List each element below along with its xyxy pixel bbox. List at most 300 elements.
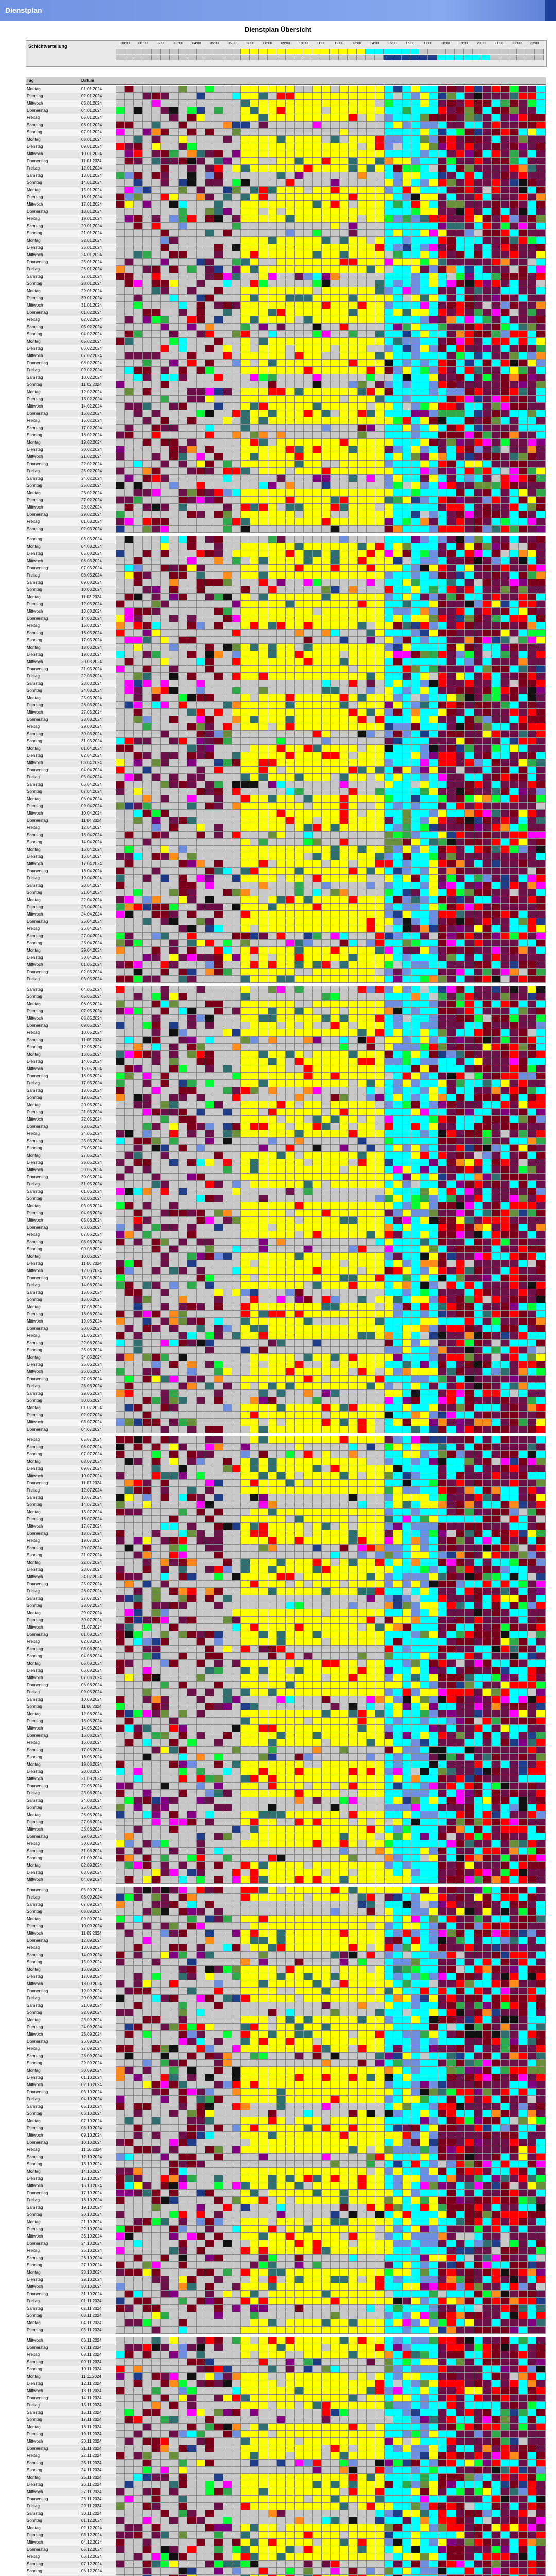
- shift-cell[interactable]: [510, 594, 518, 601]
- shift-cell[interactable]: [358, 565, 367, 572]
- shift-cell[interactable]: [536, 504, 545, 511]
- shift-cell[interactable]: [420, 557, 429, 565]
- shift-cell[interactable]: [447, 550, 456, 557]
- shift-cell[interactable]: [465, 309, 474, 316]
- shift-cell[interactable]: [447, 518, 456, 526]
- shift-cell[interactable]: [385, 543, 393, 550]
- shift-cell[interactable]: [268, 745, 277, 752]
- shift-cell[interactable]: [187, 658, 196, 666]
- shift-cell[interactable]: [536, 143, 545, 150]
- shift-cell[interactable]: [187, 100, 196, 107]
- shift-cell[interactable]: [456, 187, 465, 194]
- shift-cell[interactable]: [375, 526, 384, 533]
- shift-cell[interactable]: [241, 439, 250, 446]
- shift-cell[interactable]: [134, 187, 143, 194]
- shift-cell[interactable]: [223, 759, 232, 767]
- shift-cell[interactable]: [358, 446, 367, 453]
- shift-cell[interactable]: [295, 601, 304, 608]
- shift-cell[interactable]: [116, 179, 125, 187]
- shift-cell[interactable]: [134, 579, 143, 586]
- shift-cell[interactable]: [331, 388, 339, 396]
- shift-cell[interactable]: [349, 518, 357, 526]
- shift-cell[interactable]: [510, 122, 518, 129]
- shift-cell[interactable]: [375, 439, 384, 446]
- shift-cell[interactable]: [385, 680, 393, 687]
- shift-cell[interactable]: [367, 287, 375, 295]
- shift-cell[interactable]: [510, 518, 518, 526]
- shift-cell[interactable]: [322, 497, 331, 504]
- shift-cell[interactable]: [456, 557, 465, 565]
- shift-cell[interactable]: [438, 345, 447, 352]
- shift-cell[interactable]: [250, 543, 259, 550]
- shift-cell[interactable]: [340, 666, 349, 673]
- shift-cell[interactable]: [161, 187, 169, 194]
- shift-cell[interactable]: [250, 266, 259, 273]
- shift-cell[interactable]: [259, 644, 268, 651]
- shift-cell[interactable]: [375, 716, 384, 723]
- shift-cell[interactable]: [465, 143, 474, 150]
- shift-cell[interactable]: [349, 208, 357, 215]
- shift-cell[interactable]: [169, 579, 178, 586]
- shift-cell[interactable]: [232, 165, 241, 172]
- shift-cell[interactable]: [492, 230, 500, 237]
- shift-cell[interactable]: [349, 150, 357, 158]
- shift-cell[interactable]: [223, 194, 232, 201]
- shift-cell[interactable]: [456, 338, 465, 345]
- shift-cell[interactable]: [134, 497, 143, 504]
- shift-cell[interactable]: [403, 745, 411, 752]
- shift-cell[interactable]: [161, 594, 169, 601]
- shift-cell[interactable]: [474, 331, 483, 338]
- shift-cell[interactable]: [277, 194, 286, 201]
- shift-cell[interactable]: [161, 432, 169, 439]
- shift-cell[interactable]: [375, 114, 384, 122]
- shift-cell[interactable]: [474, 266, 483, 273]
- shift-cell[interactable]: [429, 122, 438, 129]
- shift-cell[interactable]: [411, 158, 420, 165]
- shift-cell[interactable]: [268, 565, 277, 572]
- shift-cell[interactable]: [286, 158, 294, 165]
- shift-cell[interactable]: [367, 165, 375, 172]
- shift-cell[interactable]: [187, 381, 196, 388]
- shift-cell[interactable]: [492, 550, 500, 557]
- shift-cell[interactable]: [403, 608, 411, 615]
- shift-cell[interactable]: [268, 345, 277, 352]
- shift-cell[interactable]: [286, 731, 294, 738]
- shift-cell[interactable]: [474, 644, 483, 651]
- shift-cell[interactable]: [349, 194, 357, 201]
- shift-cell[interactable]: [429, 251, 438, 259]
- shift-cell[interactable]: [259, 150, 268, 158]
- shift-cell[interactable]: [313, 345, 322, 352]
- shift-cell[interactable]: [403, 432, 411, 439]
- shift-cell[interactable]: [134, 644, 143, 651]
- shift-cell[interactable]: [519, 557, 528, 565]
- shift-cell[interactable]: [322, 331, 331, 338]
- shift-cell[interactable]: [152, 223, 161, 230]
- shift-cell[interactable]: [286, 565, 294, 572]
- shift-cell[interactable]: [411, 504, 420, 511]
- shift-cell[interactable]: [277, 179, 286, 187]
- shift-cell[interactable]: [510, 201, 518, 208]
- shift-cell[interactable]: [259, 432, 268, 439]
- shift-cell[interactable]: [143, 295, 151, 302]
- shift-cell[interactable]: [205, 374, 214, 381]
- shift-cell[interactable]: [286, 759, 294, 767]
- shift-cell[interactable]: [465, 316, 474, 324]
- shift-cell[interactable]: [223, 352, 232, 360]
- shift-cell[interactable]: [393, 468, 402, 475]
- shift-cell[interactable]: [474, 201, 483, 208]
- shift-cell[interactable]: [143, 752, 151, 759]
- shift-cell[interactable]: [519, 601, 528, 608]
- shift-cell[interactable]: [134, 93, 143, 100]
- shift-cell[interactable]: [286, 601, 294, 608]
- shift-cell[interactable]: [510, 338, 518, 345]
- shift-cell[interactable]: [125, 136, 133, 143]
- shift-cell[interactable]: [187, 586, 196, 594]
- shift-cell[interactable]: [340, 594, 349, 601]
- shift-cell[interactable]: [143, 187, 151, 194]
- shift-cell[interactable]: [322, 86, 331, 93]
- shift-cell[interactable]: [250, 526, 259, 533]
- shift-cell[interactable]: [313, 723, 322, 731]
- shift-cell[interactable]: [268, 673, 277, 680]
- shift-cell[interactable]: [152, 536, 161, 543]
- shift-cell[interactable]: [134, 615, 143, 622]
- shift-cell[interactable]: [429, 129, 438, 136]
- shift-cell[interactable]: [492, 309, 500, 316]
- shift-cell[interactable]: [358, 475, 367, 482]
- shift-cell[interactable]: [143, 251, 151, 259]
- shift-cell[interactable]: [268, 410, 277, 417]
- shift-cell[interactable]: [501, 107, 510, 114]
- shift-cell[interactable]: [241, 518, 250, 526]
- shift-cell[interactable]: [134, 694, 143, 702]
- shift-cell[interactable]: [429, 594, 438, 601]
- shift-cell[interactable]: [205, 453, 214, 461]
- shift-cell[interactable]: [286, 680, 294, 687]
- shift-cell[interactable]: [519, 287, 528, 295]
- shift-cell[interactable]: [169, 172, 178, 179]
- shift-cell[interactable]: [331, 651, 339, 658]
- shift-cell[interactable]: [420, 439, 429, 446]
- shift-cell[interactable]: [134, 251, 143, 259]
- shift-cell[interactable]: [429, 586, 438, 594]
- shift-cell[interactable]: [438, 201, 447, 208]
- shift-cell[interactable]: [223, 673, 232, 680]
- shift-cell[interactable]: [116, 745, 125, 752]
- shift-cell[interactable]: [143, 223, 151, 230]
- shift-cell[interactable]: [385, 287, 393, 295]
- shift-cell[interactable]: [205, 129, 214, 136]
- shift-cell[interactable]: [259, 716, 268, 723]
- shift-cell[interactable]: [375, 475, 384, 482]
- shift-cell[interactable]: [313, 208, 322, 215]
- shift-cell[interactable]: [116, 536, 125, 543]
- shift-cell[interactable]: [358, 165, 367, 172]
- shift-cell[interactable]: [420, 165, 429, 172]
- shift-cell[interactable]: [367, 622, 375, 630]
- shift-cell[interactable]: [277, 410, 286, 417]
- shift-cell[interactable]: [536, 316, 545, 324]
- shift-cell[interactable]: [169, 187, 178, 194]
- shift-cell[interactable]: [187, 129, 196, 136]
- shift-cell[interactable]: [169, 738, 178, 745]
- shift-cell[interactable]: [250, 723, 259, 731]
- shift-cell[interactable]: [223, 658, 232, 666]
- shift-cell[interactable]: [375, 251, 384, 259]
- shift-cell[interactable]: [116, 511, 125, 518]
- shift-cell[interactable]: [295, 107, 304, 114]
- shift-cell[interactable]: [304, 208, 312, 215]
- shift-cell[interactable]: [536, 100, 545, 107]
- shift-cell[interactable]: [358, 194, 367, 201]
- shift-cell[interactable]: [197, 179, 205, 187]
- shift-cell[interactable]: [169, 165, 178, 172]
- shift-cell[interactable]: [304, 615, 312, 622]
- shift-cell[interactable]: [232, 716, 241, 723]
- shift-cell[interactable]: [250, 352, 259, 360]
- shift-cell[interactable]: [465, 208, 474, 215]
- shift-cell[interactable]: [250, 309, 259, 316]
- shift-cell[interactable]: [510, 550, 518, 557]
- shift-cell[interactable]: [197, 557, 205, 565]
- shift-cell[interactable]: [411, 230, 420, 237]
- shift-cell[interactable]: [420, 194, 429, 201]
- shift-cell[interactable]: [304, 172, 312, 179]
- shift-cell[interactable]: [501, 302, 510, 309]
- shift-cell[interactable]: [187, 504, 196, 511]
- shift-cell[interactable]: [169, 331, 178, 338]
- shift-cell[interactable]: [313, 338, 322, 345]
- shift-cell[interactable]: [286, 100, 294, 107]
- shift-cell[interactable]: [429, 489, 438, 497]
- shift-cell[interactable]: [134, 331, 143, 338]
- shift-cell[interactable]: [304, 367, 312, 374]
- shift-cell[interactable]: [125, 526, 133, 533]
- shift-cell[interactable]: [134, 504, 143, 511]
- shift-cell[interactable]: [304, 136, 312, 143]
- shift-cell[interactable]: [483, 345, 492, 352]
- shift-cell[interactable]: [536, 302, 545, 309]
- shift-cell[interactable]: [403, 518, 411, 526]
- shift-cell[interactable]: [125, 309, 133, 316]
- shift-cell[interactable]: [313, 302, 322, 309]
- shift-cell[interactable]: [313, 601, 322, 608]
- shift-cell[interactable]: [232, 295, 241, 302]
- shift-cell[interactable]: [474, 194, 483, 201]
- shift-cell[interactable]: [169, 374, 178, 381]
- shift-cell[interactable]: [125, 504, 133, 511]
- shift-cell[interactable]: [340, 360, 349, 367]
- shift-cell[interactable]: [304, 316, 312, 324]
- shift-cell[interactable]: [456, 280, 465, 287]
- shift-cell[interactable]: [510, 565, 518, 572]
- shift-cell[interactable]: [259, 165, 268, 172]
- shift-cell[interactable]: [528, 637, 536, 644]
- shift-cell[interactable]: [340, 100, 349, 107]
- shift-cell[interactable]: [152, 543, 161, 550]
- shift-cell[interactable]: [259, 331, 268, 338]
- shift-cell[interactable]: [214, 129, 223, 136]
- shift-cell[interactable]: [313, 694, 322, 702]
- shift-cell[interactable]: [232, 280, 241, 287]
- shift-cell[interactable]: [438, 374, 447, 381]
- shift-cell[interactable]: [116, 680, 125, 687]
- shift-cell[interactable]: [349, 338, 357, 345]
- shift-cell[interactable]: [349, 331, 357, 338]
- shift-cell[interactable]: [322, 511, 331, 518]
- shift-cell[interactable]: [411, 425, 420, 432]
- shift-cell[interactable]: [474, 410, 483, 417]
- shift-cell[interactable]: [214, 536, 223, 543]
- shift-cell[interactable]: [438, 266, 447, 273]
- shift-cell[interactable]: [349, 489, 357, 497]
- shift-cell[interactable]: [161, 511, 169, 518]
- shift-cell[interactable]: [536, 702, 545, 709]
- shift-cell[interactable]: [510, 302, 518, 309]
- shift-cell[interactable]: [340, 316, 349, 324]
- shift-cell[interactable]: [268, 453, 277, 461]
- shift-cell[interactable]: [250, 497, 259, 504]
- shift-cell[interactable]: [349, 388, 357, 396]
- shift-cell[interactable]: [313, 453, 322, 461]
- shift-cell[interactable]: [438, 244, 447, 251]
- shift-cell[interactable]: [214, 388, 223, 396]
- shift-cell[interactable]: [116, 475, 125, 482]
- shift-cell[interactable]: [385, 594, 393, 601]
- shift-cell[interactable]: [313, 316, 322, 324]
- shift-cell[interactable]: [295, 100, 304, 107]
- shift-cell[interactable]: [214, 550, 223, 557]
- shift-cell[interactable]: [447, 287, 456, 295]
- shift-cell[interactable]: [268, 187, 277, 194]
- shift-cell[interactable]: [125, 489, 133, 497]
- shift-cell[interactable]: [510, 572, 518, 579]
- shift-cell[interactable]: [420, 244, 429, 251]
- shift-cell[interactable]: [429, 716, 438, 723]
- shift-cell[interactable]: [250, 673, 259, 680]
- shift-cell[interactable]: [214, 150, 223, 158]
- shift-cell[interactable]: [403, 594, 411, 601]
- shift-cell[interactable]: [483, 143, 492, 150]
- shift-cell[interactable]: [456, 461, 465, 468]
- shift-cell[interactable]: [465, 259, 474, 266]
- shift-cell[interactable]: [331, 208, 339, 215]
- shift-cell[interactable]: [420, 615, 429, 622]
- shift-cell[interactable]: [169, 666, 178, 673]
- shift-cell[interactable]: [134, 410, 143, 417]
- shift-cell[interactable]: [143, 694, 151, 702]
- shift-cell[interactable]: [169, 550, 178, 557]
- shift-cell[interactable]: [519, 482, 528, 489]
- shift-cell[interactable]: [116, 694, 125, 702]
- shift-cell[interactable]: [510, 630, 518, 637]
- shift-cell[interactable]: [385, 251, 393, 259]
- shift-cell[interactable]: [197, 518, 205, 526]
- shift-cell[interactable]: [277, 93, 286, 100]
- shift-cell[interactable]: [304, 557, 312, 565]
- shift-cell[interactable]: [286, 410, 294, 417]
- shift-cell[interactable]: [501, 266, 510, 273]
- shift-cell[interactable]: [143, 266, 151, 273]
- shift-cell[interactable]: [375, 107, 384, 114]
- shift-cell[interactable]: [161, 129, 169, 136]
- shift-cell[interactable]: [465, 324, 474, 331]
- shift-cell[interactable]: [375, 489, 384, 497]
- shift-cell[interactable]: [438, 367, 447, 374]
- shift-cell[interactable]: [152, 150, 161, 158]
- shift-cell[interactable]: [223, 644, 232, 651]
- shift-cell[interactable]: [528, 630, 536, 637]
- shift-cell[interactable]: [385, 738, 393, 745]
- shift-cell[interactable]: [143, 439, 151, 446]
- shift-cell[interactable]: [483, 93, 492, 100]
- shift-cell[interactable]: [429, 468, 438, 475]
- shift-cell[interactable]: [223, 237, 232, 244]
- shift-cell[interactable]: [304, 201, 312, 208]
- shift-cell[interactable]: [331, 572, 339, 579]
- shift-cell[interactable]: [456, 745, 465, 752]
- shift-cell[interactable]: [528, 316, 536, 324]
- shift-cell[interactable]: [152, 122, 161, 129]
- shift-cell[interactable]: [179, 572, 187, 579]
- shift-cell[interactable]: [536, 579, 545, 586]
- shift-cell[interactable]: [277, 259, 286, 266]
- shift-cell[interactable]: [536, 536, 545, 543]
- shift-cell[interactable]: [313, 651, 322, 658]
- shift-cell[interactable]: [349, 511, 357, 518]
- shift-cell[interactable]: [152, 273, 161, 280]
- shift-cell[interactable]: [205, 497, 214, 504]
- shift-cell[interactable]: [322, 179, 331, 187]
- shift-cell[interactable]: [420, 403, 429, 410]
- shift-cell[interactable]: [429, 461, 438, 468]
- shift-cell[interactable]: [277, 594, 286, 601]
- shift-cell[interactable]: [152, 374, 161, 381]
- shift-cell[interactable]: [510, 723, 518, 731]
- shift-cell[interactable]: [510, 259, 518, 266]
- shift-cell[interactable]: [429, 150, 438, 158]
- shift-cell[interactable]: [214, 432, 223, 439]
- shift-cell[interactable]: [241, 215, 250, 223]
- shift-cell[interactable]: [385, 475, 393, 482]
- shift-cell[interactable]: [420, 738, 429, 745]
- shift-cell[interactable]: [161, 518, 169, 526]
- shift-cell[interactable]: [197, 360, 205, 367]
- shift-cell[interactable]: [510, 731, 518, 738]
- shift-cell[interactable]: [420, 302, 429, 309]
- shift-cell[interactable]: [465, 93, 474, 100]
- shift-cell[interactable]: [277, 723, 286, 731]
- shift-cell[interactable]: [340, 630, 349, 637]
- shift-cell[interactable]: [143, 150, 151, 158]
- shift-cell[interactable]: [322, 100, 331, 107]
- shift-cell[interactable]: [197, 752, 205, 759]
- shift-cell[interactable]: [447, 165, 456, 172]
- shift-cell[interactable]: [465, 738, 474, 745]
- shift-cell[interactable]: [340, 489, 349, 497]
- shift-cell[interactable]: [179, 439, 187, 446]
- shift-cell[interactable]: [403, 367, 411, 374]
- shift-cell[interactable]: [143, 360, 151, 367]
- shift-cell[interactable]: [411, 687, 420, 694]
- shift-cell[interactable]: [295, 579, 304, 586]
- shift-cell[interactable]: [322, 579, 331, 586]
- shift-cell[interactable]: [483, 738, 492, 745]
- shift-cell[interactable]: [340, 497, 349, 504]
